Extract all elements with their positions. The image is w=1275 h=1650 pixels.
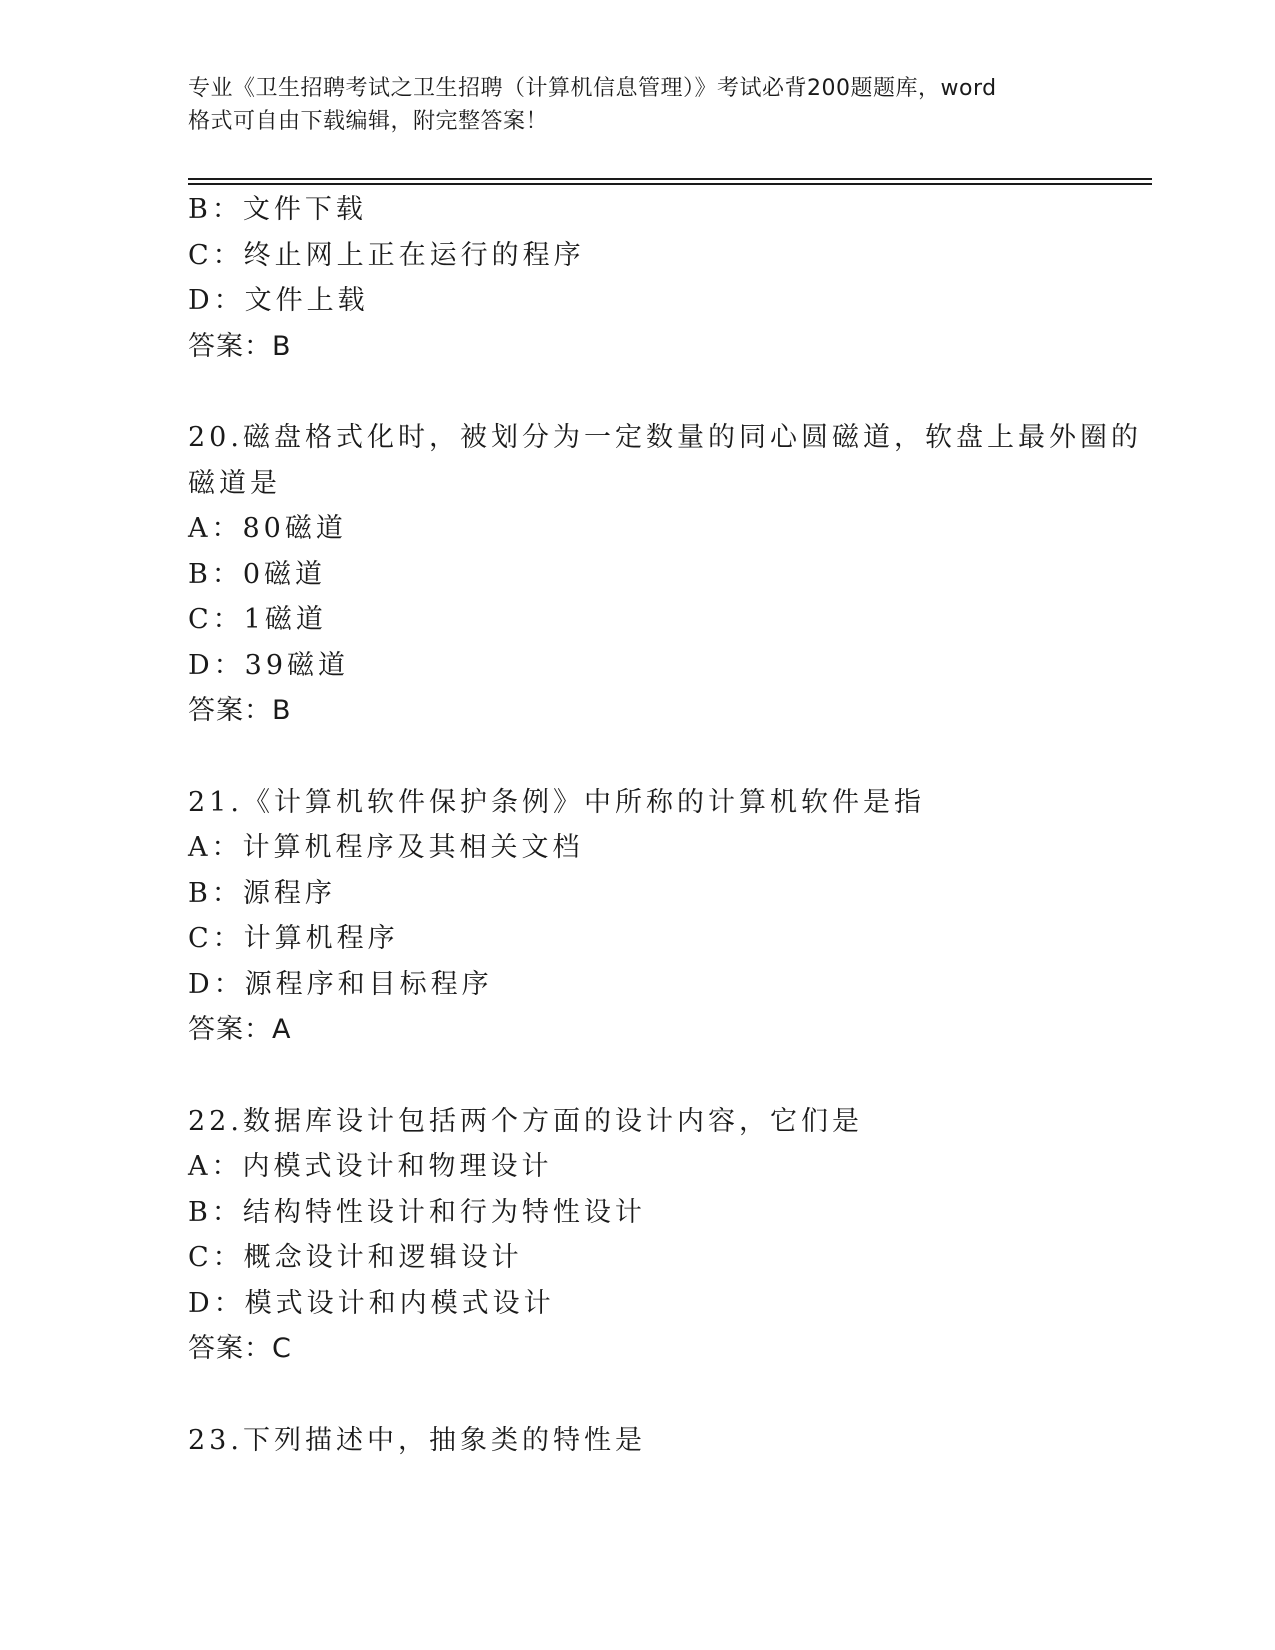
option-a: A：计算机程序及其相关文档 <box>188 832 584 863</box>
question-text: 22.数据库设计包括两个方面的设计内容，它们是 <box>188 1105 863 1137</box>
document-header <box>188 72 1088 138</box>
option-d: D：模式设计和内模式设计 <box>188 1287 555 1319</box>
spacer <box>188 1372 1152 1418</box>
question-list <box>188 187 1152 1463</box>
option-c: C：概念设计和逻辑设计 <box>188 1242 523 1273</box>
answer: 答案：C <box>188 1333 292 1364</box>
header-line-2: 格式可自由下载编辑，附完整答案！ <box>188 109 549 134</box>
option-a: A：80磁道 <box>188 513 347 544</box>
option-c: C：终止网上正在运行的程序 <box>188 239 585 271</box>
option-b: B：0磁道 <box>188 558 327 590</box>
option-c: C：计算机程序 <box>188 923 399 954</box>
option-b: B：源程序 <box>188 877 336 909</box>
question-block-21 <box>188 780 1152 1053</box>
option-b: B：文件下载 <box>188 194 367 225</box>
question-block-22 <box>188 1099 1152 1372</box>
spacer <box>188 369 1152 415</box>
header-line-1: 专业《卫生招聘考试之卫生招聘（计算机信息管理）》考试必背200题题库，word <box>188 76 997 101</box>
option-d: D：源程序和目标程序 <box>188 968 493 1000</box>
question-text-line-2: 磁道是 <box>188 467 281 499</box>
answer: 答案：B <box>188 695 292 726</box>
question-block-20 <box>188 415 1152 734</box>
header-rule-top <box>188 178 1152 180</box>
question-text-line-1: 20.磁盘格式化时，被划分为一定数量的同心圆磁道，软盘上最外圈的 <box>188 422 1142 453</box>
question-text: 21.《计算机软件保护条例》中所称的计算机软件是指 <box>188 786 925 818</box>
option-c: C：1磁道 <box>188 604 327 635</box>
option-d: D：39磁道 <box>188 649 350 681</box>
spacer <box>188 734 1152 780</box>
header-rule-bottom <box>188 183 1152 185</box>
question-block-23 <box>188 1418 1152 1464</box>
option-d: D：文件上载 <box>188 285 369 316</box>
answer: 答案：A <box>188 1014 292 1045</box>
question-text: 23.下列描述中，抽象类的特性是 <box>188 1424 646 1456</box>
answer: 答案：B <box>188 330 292 362</box>
option-a: A：内模式设计和物理设计 <box>188 1151 553 1182</box>
spacer <box>188 1053 1152 1099</box>
option-b: B：结构特性设计和行为特性设计 <box>188 1196 646 1228</box>
question-block-19 <box>188 187 1152 369</box>
